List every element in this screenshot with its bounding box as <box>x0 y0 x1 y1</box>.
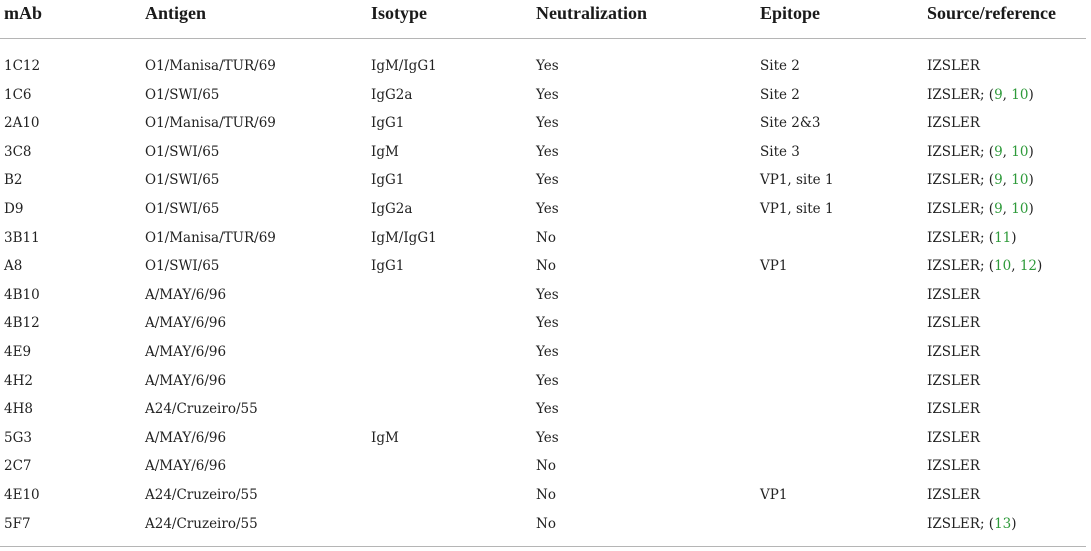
cell-neutralization: Yes <box>536 315 559 332</box>
reference-link[interactable]: 9 <box>994 143 1003 160</box>
cell-antigen: A/MAY/6/96 <box>145 372 227 389</box>
cell-neutralization: No <box>536 258 556 275</box>
source-label: IZSLER <box>927 315 980 332</box>
reference-link[interactable]: 10 <box>1011 201 1029 217</box>
cell-isotype: IgM <box>371 429 399 446</box>
cell-isotype: IgG2a <box>371 201 413 217</box>
table-row <box>0 456 1091 484</box>
cell-epitope: VP1, site 1 <box>760 201 834 217</box>
cell-source-reference: IZSLER; (10, 12) <box>927 258 1043 275</box>
table-row <box>0 285 1091 313</box>
cell-antigen: A/MAY/6/96 <box>145 286 227 303</box>
cell-mab: 5F7 <box>4 515 31 532</box>
cell-epitope: VP1 <box>760 258 788 275</box>
source-label: IZSLER <box>927 58 980 74</box>
cell-neutralization: Yes <box>536 344 559 360</box>
cell-antigen: A/MAY/6/96 <box>145 315 227 332</box>
cell-neutralization: Yes <box>536 401 559 418</box>
table-row <box>0 228 1091 256</box>
header-isotype: Isotype <box>371 3 428 23</box>
cell-neutralization: Yes <box>536 201 559 217</box>
cell-neutralization: No <box>536 229 556 246</box>
cell-epitope: Site 3 <box>760 143 800 160</box>
cell-isotype: IgM <box>371 143 399 160</box>
cell-antigen: O1/SWI/65 <box>145 172 220 189</box>
reference-link[interactable]: 12 <box>1019 258 1038 275</box>
cell-epitope: Site 2&3 <box>760 115 821 132</box>
cell-neutralization: No <box>536 515 556 532</box>
source-label: IZSLER <box>927 458 980 475</box>
source-label: IZSLER <box>927 286 980 303</box>
header-mab: mAb <box>4 3 43 23</box>
cell-antigen: O1/Manisa/TUR/69 <box>145 229 276 246</box>
cell-source-reference: IZSLER; (13) <box>927 515 1017 532</box>
cell-mab: 4H2 <box>4 372 33 389</box>
cell-source-reference <box>927 113 980 133</box>
header-rule <box>0 38 1086 39</box>
cell-isotype: IgG1 <box>371 115 405 132</box>
table-row <box>0 256 1091 284</box>
cell-antigen: A24/Cruzeiro/55 <box>145 487 258 503</box>
table-row <box>0 514 1091 542</box>
cell-source-reference <box>927 485 980 505</box>
cell-neutralization: Yes <box>536 115 559 132</box>
cell-neutralization: Yes <box>536 86 559 103</box>
reference-link[interactable]: 10 <box>1011 143 1029 160</box>
cell-antigen: O1/SWI/65 <box>145 86 220 103</box>
cell-isotype: IgM/IgG1 <box>371 229 437 246</box>
cell-source-reference <box>927 399 980 419</box>
cell-source-reference <box>927 428 980 448</box>
source-label: IZSLER <box>927 143 980 160</box>
cell-epitope: VP1, site 1 <box>760 172 834 189</box>
cell-mab: B2 <box>4 172 23 189</box>
cell-mab: 4E9 <box>4 344 32 360</box>
cell-antigen: A/MAY/6/96 <box>145 429 227 446</box>
cell-isotype: IgM/IgG1 <box>371 58 437 74</box>
table-row <box>0 85 1091 113</box>
cell-antigen: A24/Cruzeiro/55 <box>145 515 258 532</box>
table-row <box>0 342 1091 370</box>
table-row <box>0 170 1091 198</box>
reference-link[interactable]: 10 <box>1011 172 1029 189</box>
cell-source-reference: IZSLER; (9, 10) <box>927 201 1034 217</box>
cell-mab: 4B12 <box>4 315 40 332</box>
source-label: IZSLER <box>927 229 980 246</box>
header-source-reference: Source/reference <box>927 3 1056 23</box>
source-label: IZSLER <box>927 372 980 389</box>
cell-epitope: Site 2 <box>760 86 800 103</box>
cell-mab: 4B10 <box>4 286 40 303</box>
cell-antigen: A24/Cruzeiro/55 <box>145 401 258 418</box>
cell-mab: 3B11 <box>4 229 40 246</box>
source-label: IZSLER <box>927 401 980 418</box>
table-header <box>0 0 1091 36</box>
cell-isotype: IgG1 <box>371 172 405 189</box>
reference-link[interactable]: 10 <box>1011 86 1029 103</box>
cell-antigen: O1/SWI/65 <box>145 143 220 160</box>
reference-link[interactable]: 11 <box>994 229 1012 246</box>
table-row <box>0 485 1091 513</box>
source-label: IZSLER <box>927 344 980 360</box>
cell-neutralization: Yes <box>536 372 559 389</box>
source-label: IZSLER <box>927 429 980 446</box>
cell-neutralization: Yes <box>536 58 559 74</box>
source-label: IZSLER <box>927 86 980 103</box>
source-label: IZSLER <box>927 201 980 217</box>
cell-mab: D9 <box>4 201 24 217</box>
source-label: IZSLER <box>927 487 980 503</box>
header-epitope: Epitope <box>760 3 821 23</box>
reference-link[interactable]: 13 <box>994 515 1012 532</box>
cell-source-reference: IZSLER; (9, 10) <box>927 143 1034 160</box>
cell-mab: A8 <box>4 258 23 275</box>
cell-antigen: O1/SWI/65 <box>145 201 220 217</box>
cell-isotype: IgG1 <box>371 258 405 275</box>
cell-epitope: Site 2 <box>760 58 800 74</box>
cell-neutralization: No <box>536 487 556 503</box>
cell-antigen: O1/Manisa/TUR/69 <box>145 115 276 132</box>
cell-neutralization: Yes <box>536 429 559 446</box>
table-row <box>0 371 1091 399</box>
cell-neutralization: No <box>536 458 556 475</box>
cell-epitope: VP1 <box>760 487 788 503</box>
cell-source-reference: IZSLER; (11) <box>927 229 1017 246</box>
reference-link[interactable]: 9 <box>994 86 1003 103</box>
table-row <box>0 399 1091 427</box>
header-antigen: Antigen <box>145 3 207 23</box>
cell-source-reference <box>927 313 980 333</box>
cell-source-reference <box>927 371 980 391</box>
cell-mab: 1C6 <box>4 86 32 103</box>
cell-neutralization: Yes <box>536 143 559 160</box>
cell-mab: 4H8 <box>4 401 33 418</box>
cell-mab: 4E10 <box>4 487 40 503</box>
table-row <box>0 428 1091 456</box>
cell-neutralization: Yes <box>536 172 559 189</box>
cell-mab: 2A10 <box>4 115 40 132</box>
cell-mab: 5G3 <box>4 429 32 446</box>
source-label: IZSLER <box>927 115 980 132</box>
cell-neutralization: Yes <box>536 286 559 303</box>
cell-source-reference <box>927 342 980 362</box>
cell-source-reference: IZSLER; (9, 10) <box>927 172 1034 189</box>
cell-antigen: O1/Manisa/TUR/69 <box>145 58 276 74</box>
cell-source-reference <box>927 56 980 76</box>
reference-link[interactable]: 9 <box>994 201 1003 217</box>
cell-isotype: IgG2a <box>371 86 413 103</box>
cell-mab: 1C12 <box>4 58 41 74</box>
table-row <box>0 56 1091 84</box>
cell-mab: 3C8 <box>4 143 32 160</box>
header-neutralization: Neutralization <box>536 3 647 23</box>
cell-source-reference <box>927 456 980 476</box>
source-label: IZSLER <box>927 172 980 189</box>
table-row <box>0 142 1091 170</box>
reference-link[interactable]: 10 <box>994 258 1012 275</box>
source-label: IZSLER <box>927 515 980 532</box>
cell-source-reference: IZSLER; (9, 10) <box>927 86 1034 103</box>
source-label: IZSLER <box>927 258 980 275</box>
table-row <box>0 113 1091 141</box>
cell-antigen: O1/SWI/65 <box>145 258 220 275</box>
table-row <box>0 199 1091 227</box>
cell-antigen: A/MAY/6/96 <box>145 458 227 475</box>
cell-source-reference <box>927 285 980 305</box>
reference-link[interactable]: 9 <box>994 172 1003 189</box>
bottom-rule <box>0 546 1086 547</box>
cell-mab: 2C7 <box>4 458 32 475</box>
table-row <box>0 313 1091 341</box>
cell-antigen: A/MAY/6/96 <box>145 344 227 360</box>
